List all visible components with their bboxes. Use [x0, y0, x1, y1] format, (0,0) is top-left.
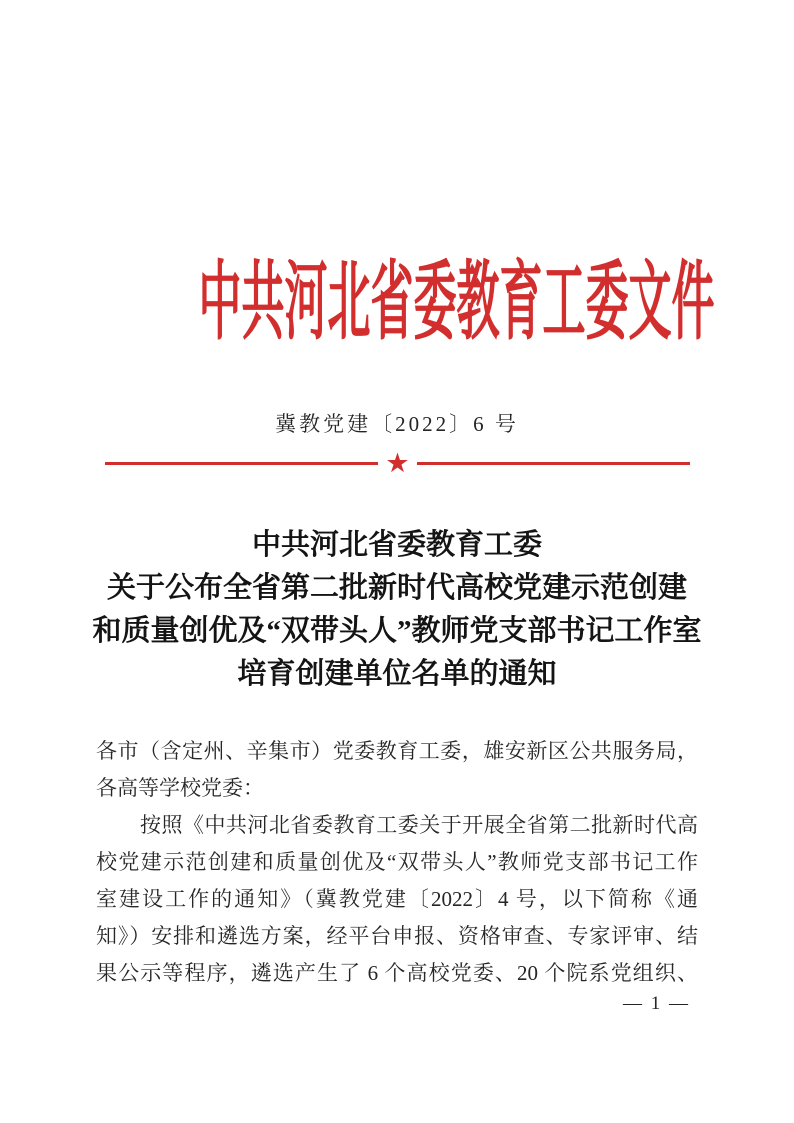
header-divider	[105, 449, 690, 477]
document-number: 冀教党建〔2022〕6 号	[275, 412, 519, 436]
body-line: 各高等学校党委：	[96, 776, 264, 800]
star-icon: ★	[385, 448, 410, 478]
title-line: 和质量创优及“双带头人”教师党支部书记工作室	[92, 615, 702, 647]
divider-rule-right	[417, 462, 690, 465]
title-line: 关于公布全省第二批新时代高校党建示范创建	[106, 572, 687, 604]
letterhead-title: 中共河北省委教育工委文件	[198, 254, 715, 350]
body-line: 知》）安排和遴选方案，经平台申报、资格审查、专家评审、结	[96, 924, 698, 948]
document-title	[0, 524, 794, 696]
page-number: — 1 —	[623, 993, 690, 1014]
body-line: 果公示等程序，遴选产生了 6 个高校党委、20 个院系党组织、	[96, 961, 698, 985]
body-line: 各市（含定州、辛集市）党委教育工委，雄安新区公共服务局，	[96, 739, 698, 763]
body-line: 室建设工作的通知》（冀教党建〔2022〕4 号，以下简称《通	[96, 887, 698, 911]
body-line: 校党建示范创建和质量创优及“双带头人”教师党支部书记工作	[96, 850, 698, 874]
title-line: 培育创建单位名单的通知	[237, 658, 557, 690]
divider-rule-left	[105, 462, 378, 465]
document-body	[96, 733, 698, 992]
title-line: 中共河北省委教育工委	[251, 529, 542, 561]
body-line: 按照《中共河北省委教育工委关于开展全省第二批新时代高	[140, 813, 698, 837]
